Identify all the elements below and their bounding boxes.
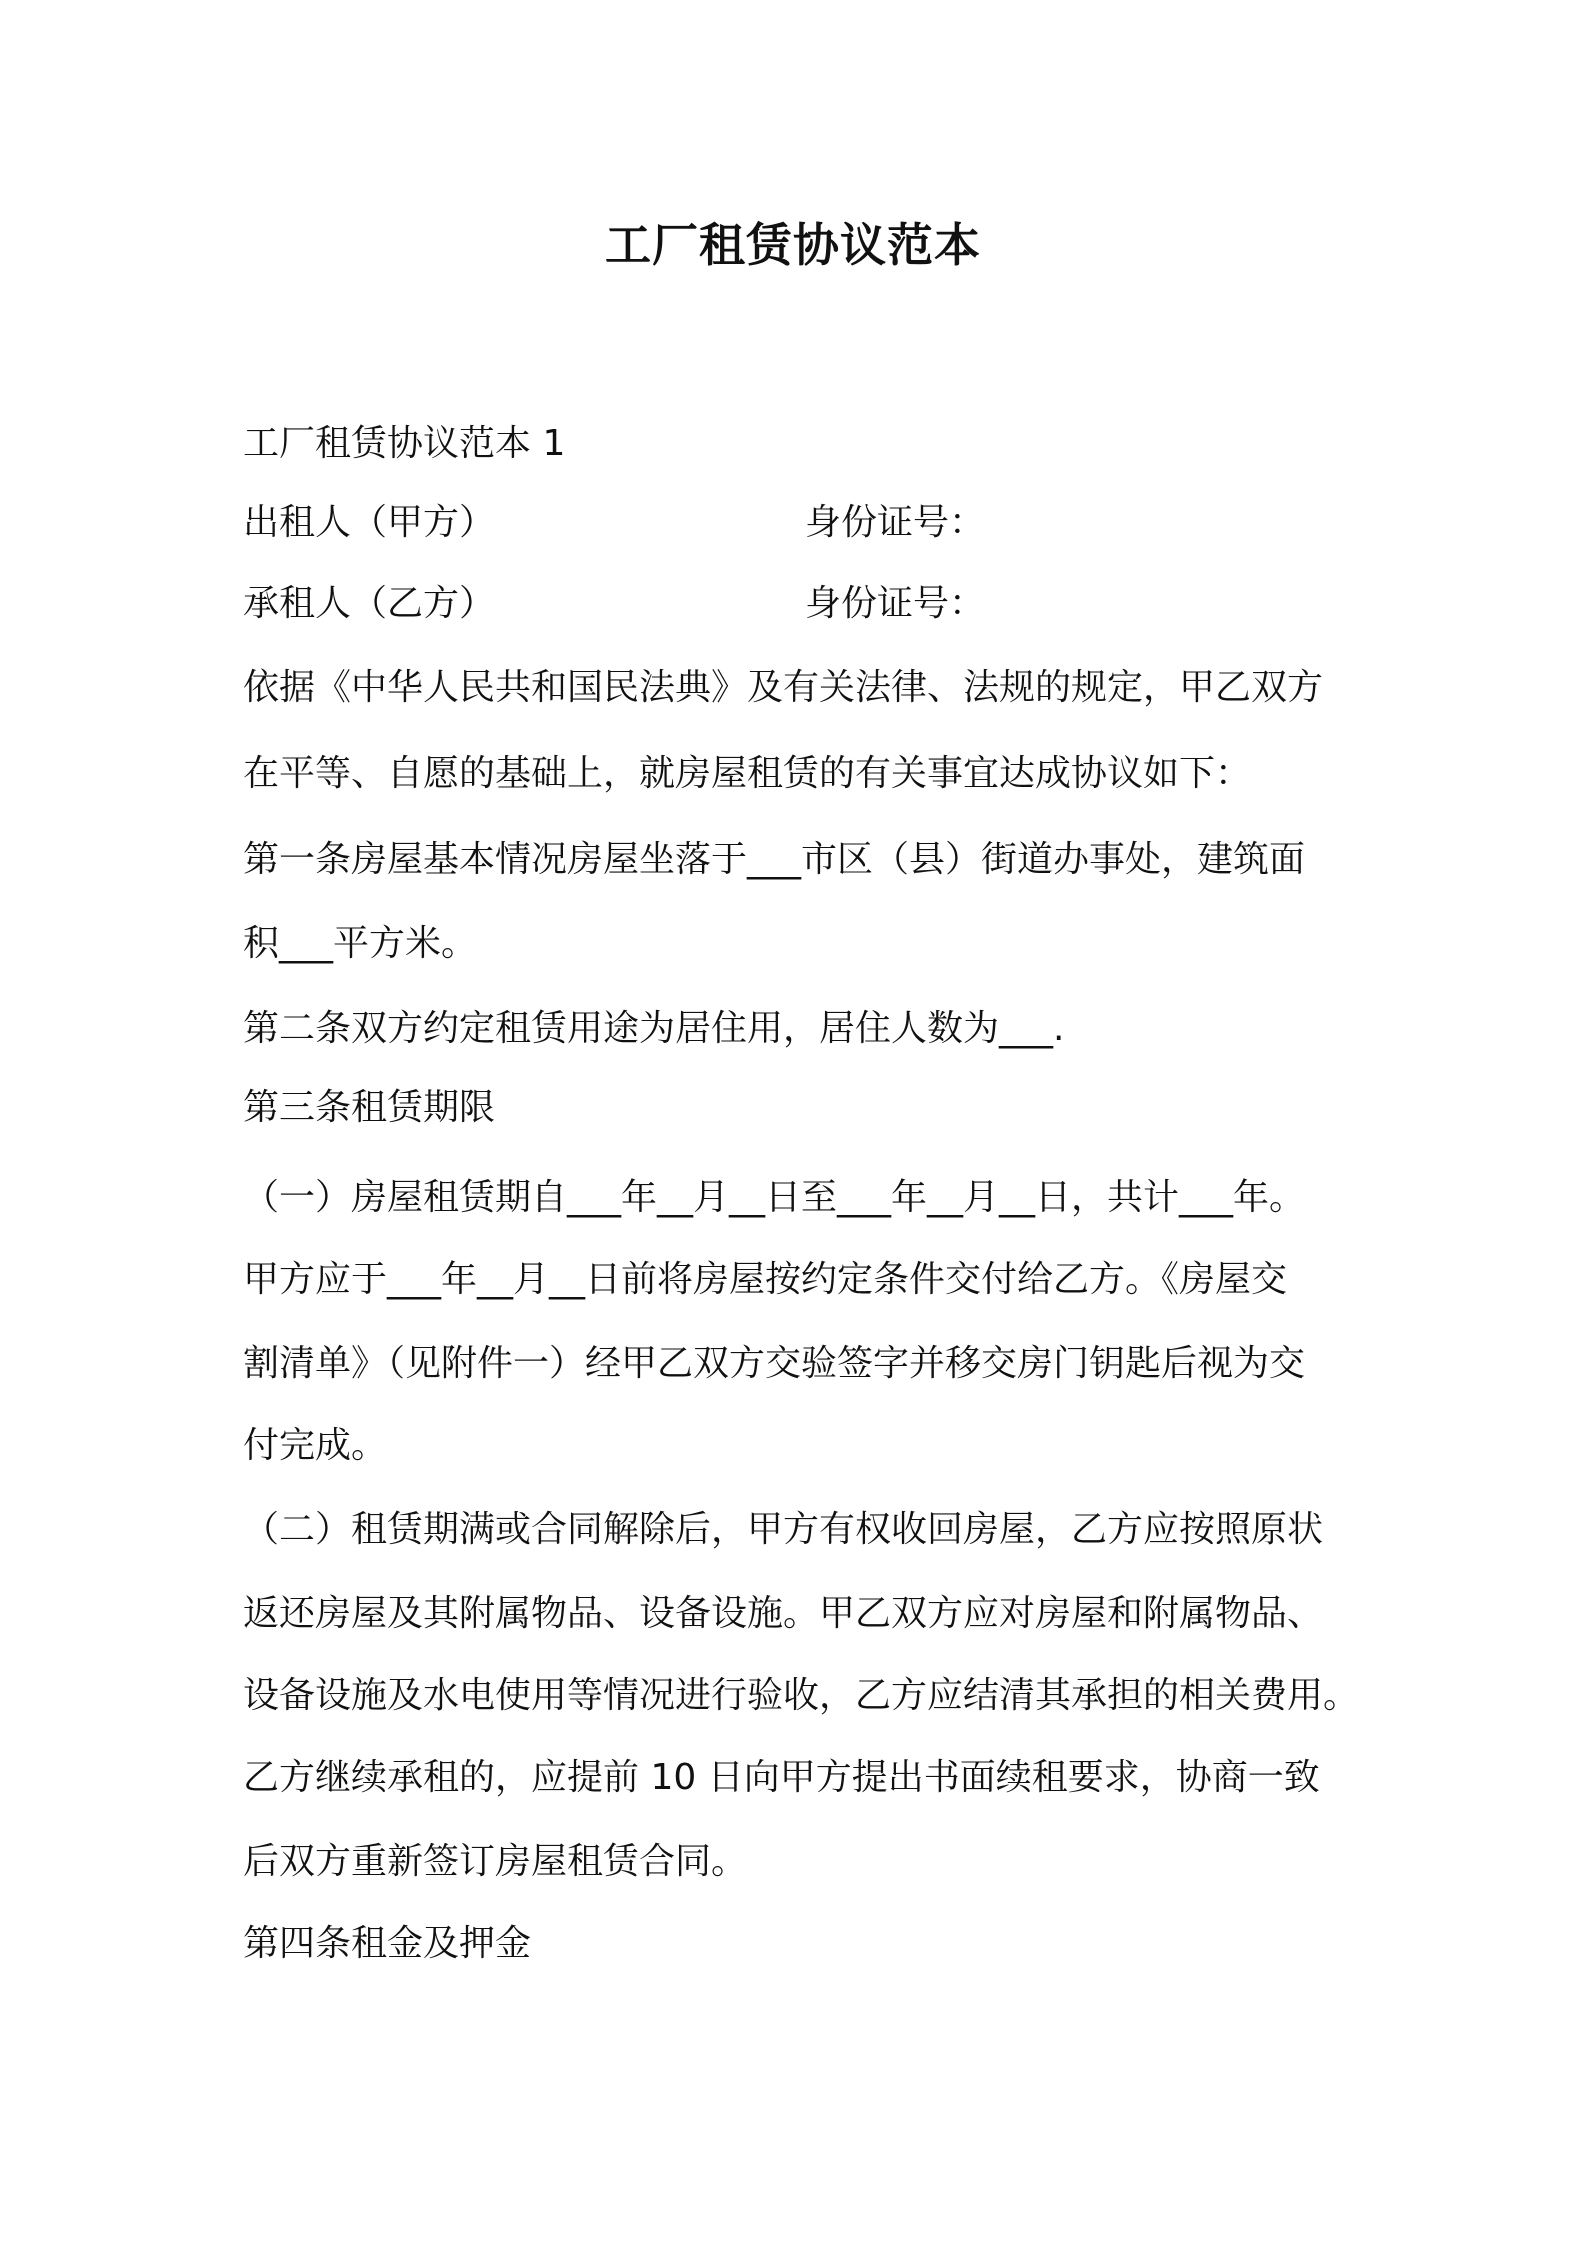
article-3-clause-1-line: （一）房屋租赁期自___年__月__日至___年__月__日，共计___年。 (243, 1177, 1306, 1218)
article-3-heading: 第三条租赁期限 (243, 1087, 496, 1128)
article-3-clause-2-line: 返还房屋及其附属物品、设备设施。甲乙双方应对房屋和附属物品、 (243, 1593, 1324, 1634)
article-2-line: 第二条双方约定租赁用途为居住用，居住人数为___. (243, 1008, 1065, 1049)
lessee-label: 承租人（乙方） (243, 583, 496, 624)
document-title: 工厂租赁协议范本 (605, 218, 981, 272)
article-3-clause-2-line: 后双方重新签订房屋租赁合同。 (243, 1841, 748, 1882)
article-3-clause-1-line: 割清单》（见附件一）经甲乙双方交验签字并移交房门钥匙后视为交 (243, 1343, 1306, 1384)
article-1-line: 第一条房屋基本情况房屋坐落于___市区（县）街道办事处，建筑面 (243, 839, 1306, 880)
lessor-label: 出租人（甲方） (243, 502, 496, 543)
section-heading: 工厂租赁协议范本 1 (243, 423, 566, 464)
article-1-line: 积___平方米。 (243, 923, 478, 964)
lessee-id-label: 身份证号： (805, 583, 986, 624)
article-3-clause-1-line: 付完成。 (243, 1425, 388, 1466)
article-3-clause-2-line: （二）租赁期满或合同解除后，甲方有权收回房屋，乙方应按照原状 (243, 1509, 1324, 1550)
article-3-clause-2-line: 设备设施及水电使用等情况进行验收，乙方应结清其承担的相关费用。 (243, 1675, 1360, 1716)
article-3-clause-1-line: 甲方应于___年__月__日前将房屋按约定条件交付给乙方。《房屋交 (243, 1259, 1288, 1300)
lessor-id-label: 身份证号： (805, 502, 986, 543)
body-text-line: 在平等、自愿的基础上，就房屋租赁的有关事宜达成协议如下： (243, 753, 1252, 794)
article-3-clause-2-line: 乙方继续承租的，应提前 10 日向甲方提出书面续租要求，协商一致 (243, 1757, 1320, 1798)
article-4-heading: 第四条租金及押金 (243, 1923, 532, 1964)
body-text-line: 依据《中华人民共和国民法典》及有关法律、法规的规定，甲乙双方 (243, 667, 1324, 708)
